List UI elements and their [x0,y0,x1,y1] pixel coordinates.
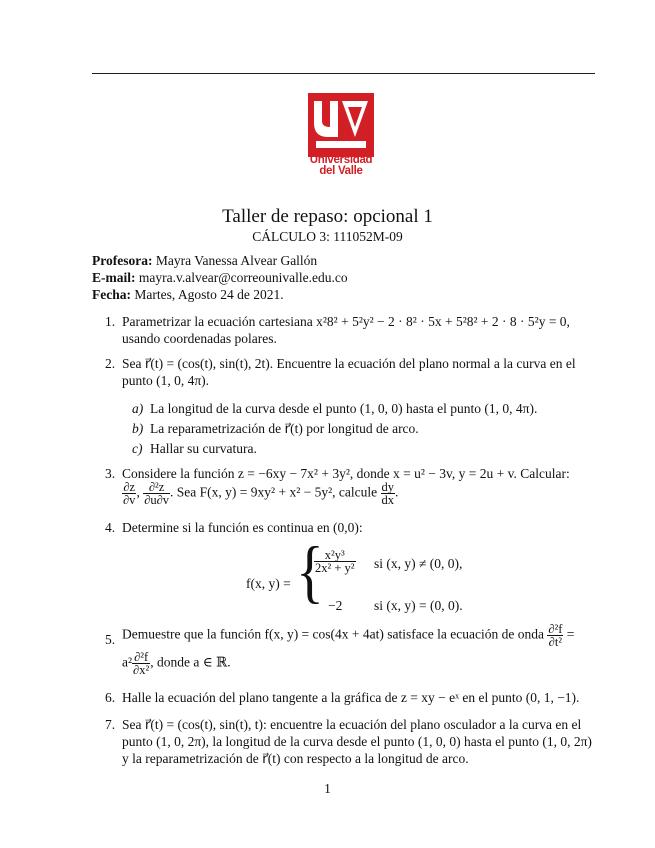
problem-formula-line [122,481,602,506]
denominator: dx [381,493,394,507]
problem-number: 3. [105,466,116,481]
subitem-b [132,420,592,437]
problem-number: 5. [105,632,116,647]
problem-number: 6. [105,690,116,705]
subitem-c [132,440,592,457]
formula-end: . [395,484,399,500]
date-value: Martes, Agosto 24 de 2021. [134,287,284,302]
email-value: mayra.v.alvear@correounivalle.edu.co [138,270,348,285]
problem-text-line: y la reparametrización de r⃗(t) con respecto a la longitud de arco. [122,751,469,766]
piecewise-brace: { [296,532,324,611]
subitem-text: Hallar su curvatura. [150,441,257,456]
numerator: ∂²z [143,481,170,494]
denominator: 2x² + y² [315,561,355,575]
university-name-line2: del Valle [319,165,363,177]
numerator: dy [381,480,394,494]
problem-number: 4. [105,520,116,535]
numerator: ∂z [123,480,136,494]
problem-text-line: punto (1, 0, 2π), la longitud de la curva desde el punto (1, 0, 0) hasta el punto (1, 0, 2π) [122,734,592,749]
university-name [305,155,377,177]
subitem-text: La longitud de la curva desde el punto (1, 0, 0) hasta el punto (1, 0, 4π). [150,401,538,416]
problem-text: Demuestre que la función f(x, y) = cos(4x + 4at) satisface la ecuación de onda [122,626,544,642]
case-2-condition: si (x, y) = (0, 0). [374,598,463,613]
fraction [547,623,563,648]
date-label: Fecha: [92,287,131,302]
fraction [381,480,399,507]
equals-sign: = [566,626,575,642]
email-label: E-mail: [92,270,136,285]
case-2-value: −2 [328,598,343,613]
problem-text-line: Sea r⃗(t) = (cos(t), sin(t), t): encuentre la ecuación del plano osculador a la curva en el [122,717,582,732]
piecewise-lhs: f(x, y) = [246,576,291,591]
university-name-line1: Universidad [309,154,373,166]
fraction [132,651,150,676]
case-1-fraction [314,549,356,574]
problem-number: 1. [105,314,116,329]
problem-formula-line [122,651,602,676]
numerator: ∂²f [548,622,563,636]
denominator: ∂v [123,493,136,507]
problem-formula-line [122,623,602,648]
top-rule [92,73,595,74]
problem-text-line: Parametrizar la ecuación cartesiana x²8² + 5²y² − 2 · 8² · 5x + 5²8² + 2 · 8 · 5²y = 0, [122,314,570,329]
professor-line [92,252,348,269]
denominator: ∂t² [548,635,563,649]
denominator: ∂u∂v [144,493,170,507]
problem-text-line: Halle la ecuación del plano tangente a la gráfica de z = xy − eˣ en el punto (0, 1, −1). [122,690,580,705]
subitem-label: b) [132,421,144,436]
fraction [122,481,136,506]
problem-number: 2. [105,356,116,371]
document-title: Taller de repaso: opcional 1 [222,206,433,227]
subitem-label: a) [132,401,144,416]
denominator: ∂x² [133,663,150,677]
numerator: ∂²f [132,651,150,664]
problem-text-line: usando coordenadas polares. [122,331,277,346]
page-number: 1 [324,781,331,796]
problem-number: 7. [105,717,116,732]
meta-block [92,252,348,303]
case-1-condition: si (x, y) ≠ (0, 0), [374,556,463,571]
professor-label: Profesora: [92,253,153,268]
numerator: x²y³ [314,549,356,562]
email-line [92,269,348,286]
professor-value: Mayra Vanessa Alvear Gallón [155,253,318,268]
subitem-text: La reparametrización de r⃗(t) por longitud de arco. [150,421,419,436]
formula-end: , donde a ∈ ℝ. [150,654,231,670]
university-logo [305,93,377,185]
problem-text-line: Sea r⃗(t) = (cos(t), sin(t), 2t). Encuentre la ecuación del plano normal a la curva en el [122,356,576,371]
problem-text-line: punto (1, 0, 4π). [122,373,210,388]
univalle-logo-mark [308,93,374,157]
subitem-a [132,400,592,417]
problem-text-line: Determine si la función es continua en (0,0): [122,520,363,535]
fraction [143,481,170,506]
subitem-label: c) [132,441,143,456]
separator: , [136,484,140,500]
formula-text: a² [122,654,133,670]
course-code: CÁLCULO 3: 111052M-09 [252,229,403,244]
formula-text: . Sea F(x, y) = 9xy² + x² − 5y², calcule [170,484,378,500]
date-line [92,286,348,303]
problem-text-line: Considere la función z = −6xy − 7x² + 3y², donde x = u² − 3v, y = 2u + v. Calcular: [122,466,570,481]
